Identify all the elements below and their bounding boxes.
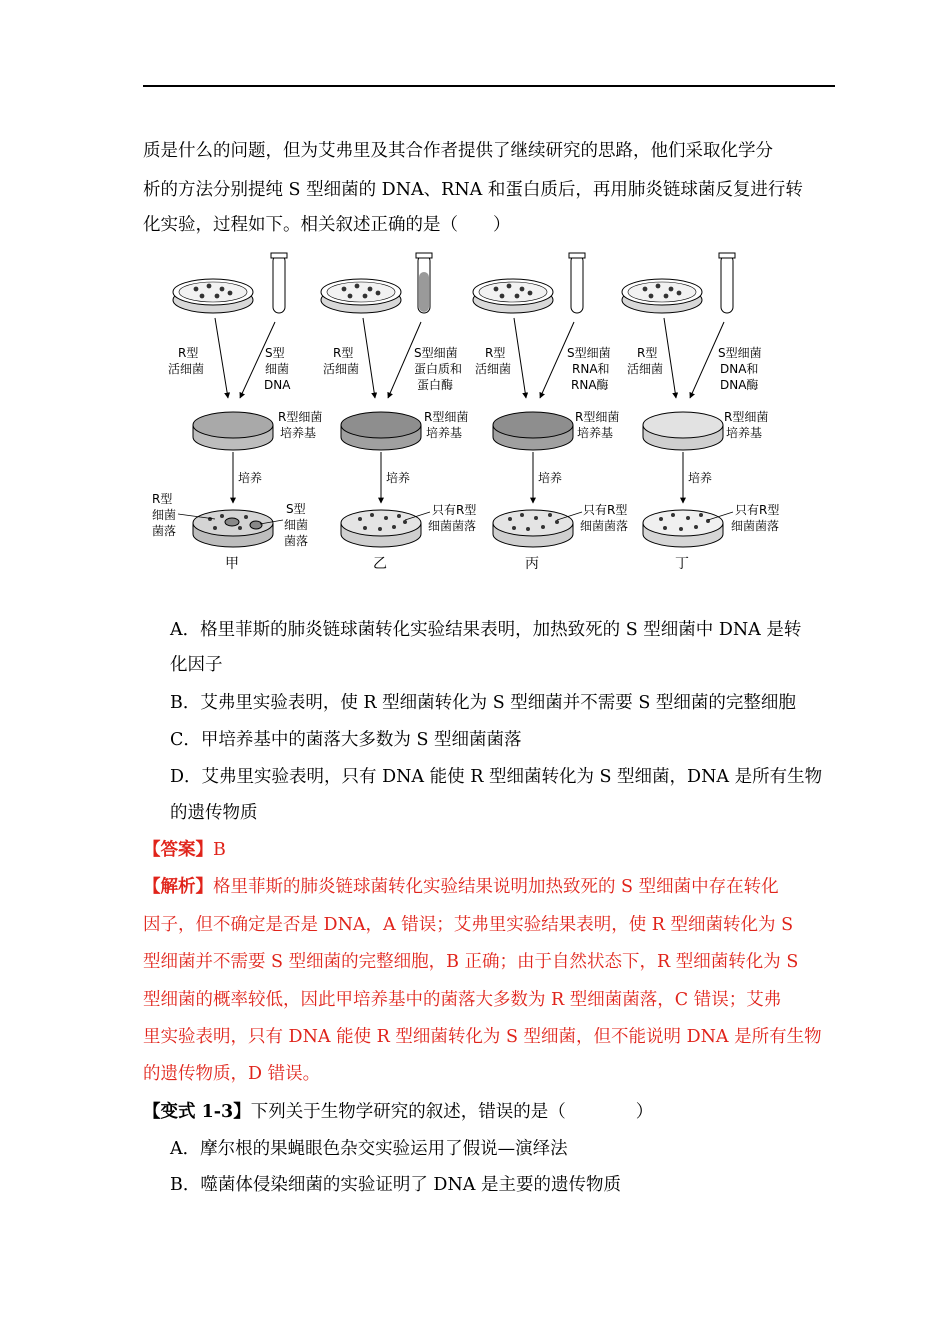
right-label: DNA和 — [720, 362, 759, 376]
panel-name: 甲 — [225, 556, 239, 572]
result-plate — [193, 510, 273, 547]
intro-line: 化实验，过程如下。相关叙述正确的是（ ） — [143, 215, 511, 235]
left-label: R型 — [333, 346, 354, 360]
result-label: 菌落 — [284, 534, 309, 548]
right-label: 蛋白酶 — [417, 378, 454, 392]
result-label: 细菌菌落 — [580, 519, 629, 533]
medium-label: 培养基 — [726, 426, 763, 440]
right-label: 细菌 — [265, 362, 290, 376]
test-tube — [569, 253, 585, 313]
experiment-figure — [0, 240, 950, 585]
culture-label: 培养 — [238, 471, 263, 485]
culture-label: 培养 — [688, 471, 713, 485]
result-left-label: 菌落 — [152, 524, 177, 538]
culture-label: 培养 — [538, 471, 563, 485]
option-d-line: D．艾弗里实验表明，只有 DNA 能使 R 型细菌转化为 S 型细菌，DNA 是所有生物 — [170, 767, 823, 787]
result-label: 只有R型 — [583, 503, 628, 517]
analysis-text: 格里菲斯的肺炎链球菌转化实验结果说明加热致死的 S 型细菌中存在转化 — [213, 877, 779, 897]
culture-medium-plate — [493, 412, 573, 450]
test-tube — [271, 253, 287, 313]
variant-question — [143, 1097, 843, 1127]
medium-label: R型细菌 — [424, 410, 469, 424]
petri-dish-top — [321, 279, 401, 313]
analysis-line: 型细菌并不需要 S 型细菌的完整细胞，B 正确；由于自然状态下，R 型细菌转化为 S — [143, 952, 799, 972]
right-label: DNA酶 — [720, 378, 759, 392]
variant-tag: 【变式 1-3】 — [143, 1102, 251, 1122]
result-left-label: 细菌 — [152, 508, 177, 522]
variant-option-b: B．噬菌体侵染细菌的实验证明了 DNA 是主要的遗传物质 — [170, 1175, 621, 1195]
panel-name: 丁 — [675, 556, 689, 572]
medium-label: 培养基 — [280, 426, 317, 440]
left-label: 活细菌 — [323, 362, 360, 376]
answer-line — [143, 835, 843, 865]
result-plate — [341, 510, 421, 547]
result-plate — [643, 510, 723, 547]
right-label: RNA和 — [572, 362, 610, 376]
left-label: 活细菌 — [627, 362, 664, 376]
analysis-line: 里实验表明，只有 DNA 能使 R 型细菌转化为 S 型细菌，但不能说明 DNA 是所有生物 — [143, 1027, 822, 1047]
option-a-line: 化因子 — [170, 655, 223, 675]
medium-label: 培养基 — [577, 426, 614, 440]
petri-dish-top — [173, 279, 253, 313]
variant-question-text: 下列关于生物学研究的叙述，错误的是（ ） — [250, 1102, 654, 1122]
medium-label: R型细菌 — [575, 410, 620, 424]
result-label: 细菌菌落 — [428, 519, 477, 533]
result-plate — [493, 510, 573, 547]
option-c-line: C．甲培养基中的菌落大多数为 S 型细菌菌落 — [170, 730, 522, 750]
medium-label: R型细菌 — [724, 410, 769, 424]
right-label: S型 — [265, 346, 285, 360]
intro-line: 析的方法分别提纯 S 型细菌的 DNA、RNA 和蛋白质后，再用肺炎链球菌反复进行转 — [143, 180, 803, 200]
left-label: R型 — [178, 346, 199, 360]
result-left-label: R型 — [152, 492, 173, 506]
medium-label: R型细菌 — [278, 410, 323, 424]
analysis-line: 因子，但不确定是否是 DNA，A 错误；艾弗里实验结果表明，使 R 型细菌转化为 S — [143, 915, 794, 935]
right-label: S型细菌 — [718, 346, 762, 360]
analysis-line: 的遗传物质，D 错误。 — [143, 1064, 321, 1084]
right-label: S型细菌 — [567, 346, 611, 360]
answer-tag: 【答案】 — [143, 840, 213, 860]
petri-dish-top — [473, 279, 553, 313]
test-tube — [416, 253, 432, 313]
result-label: S型 — [286, 502, 306, 516]
culture-medium-plate — [341, 412, 421, 450]
analysis-line: 型细菌的概率较低，因此甲培养基中的菌落大多数为 R 型细菌菌落，C 错误；艾弗 — [143, 990, 782, 1010]
left-label: R型 — [485, 346, 506, 360]
intro-line: 质是什么的问题，但为艾弗里及其合作者提供了继续研究的思路，他们采取化学分 — [143, 141, 773, 161]
left-label: 活细菌 — [475, 362, 512, 376]
right-label: RNA酶 — [571, 378, 609, 392]
petri-dish-top — [622, 279, 702, 313]
left-label: 活细菌 — [168, 362, 205, 376]
variant-option-a: A．摩尔根的果蝇眼色杂交实验运用了假说—演绎法 — [170, 1139, 568, 1159]
analysis-line — [143, 872, 843, 902]
panel-jia — [152, 253, 322, 572]
result-label: 只有R型 — [432, 503, 477, 517]
panel-bing — [473, 253, 628, 572]
panel-yi — [321, 253, 476, 572]
left-label: R型 — [637, 346, 658, 360]
result-label: 只有R型 — [735, 503, 780, 517]
header-rule — [143, 85, 835, 87]
right-label: DNA — [264, 378, 291, 392]
culture-label: 培养 — [386, 471, 411, 485]
result-label: 细菌菌落 — [731, 519, 780, 533]
option-b-line: B．艾弗里实验表明，使 R 型细菌转化为 S 型细菌并不需要 S 型细菌的完整细胞 — [170, 693, 796, 713]
panel-name: 乙 — [373, 556, 387, 572]
right-label: S型细菌 — [414, 346, 458, 360]
option-a-line: A．格里菲斯的肺炎链球菌转化实验结果表明，加热致死的 S 型细菌中 DNA 是转 — [170, 620, 802, 640]
panel-ding — [622, 253, 779, 572]
panel-name: 丙 — [525, 556, 539, 572]
result-label: 细菌 — [284, 518, 309, 532]
culture-medium-plate — [643, 412, 723, 450]
right-label: 蛋白质和 — [414, 362, 463, 376]
option-d-line: 的遗传物质 — [170, 803, 258, 823]
culture-medium-plate — [193, 412, 273, 450]
analysis-tag: 【解析】 — [143, 877, 213, 897]
test-tube — [719, 253, 735, 313]
medium-label: 培养基 — [426, 426, 463, 440]
answer-value: B — [213, 840, 226, 860]
